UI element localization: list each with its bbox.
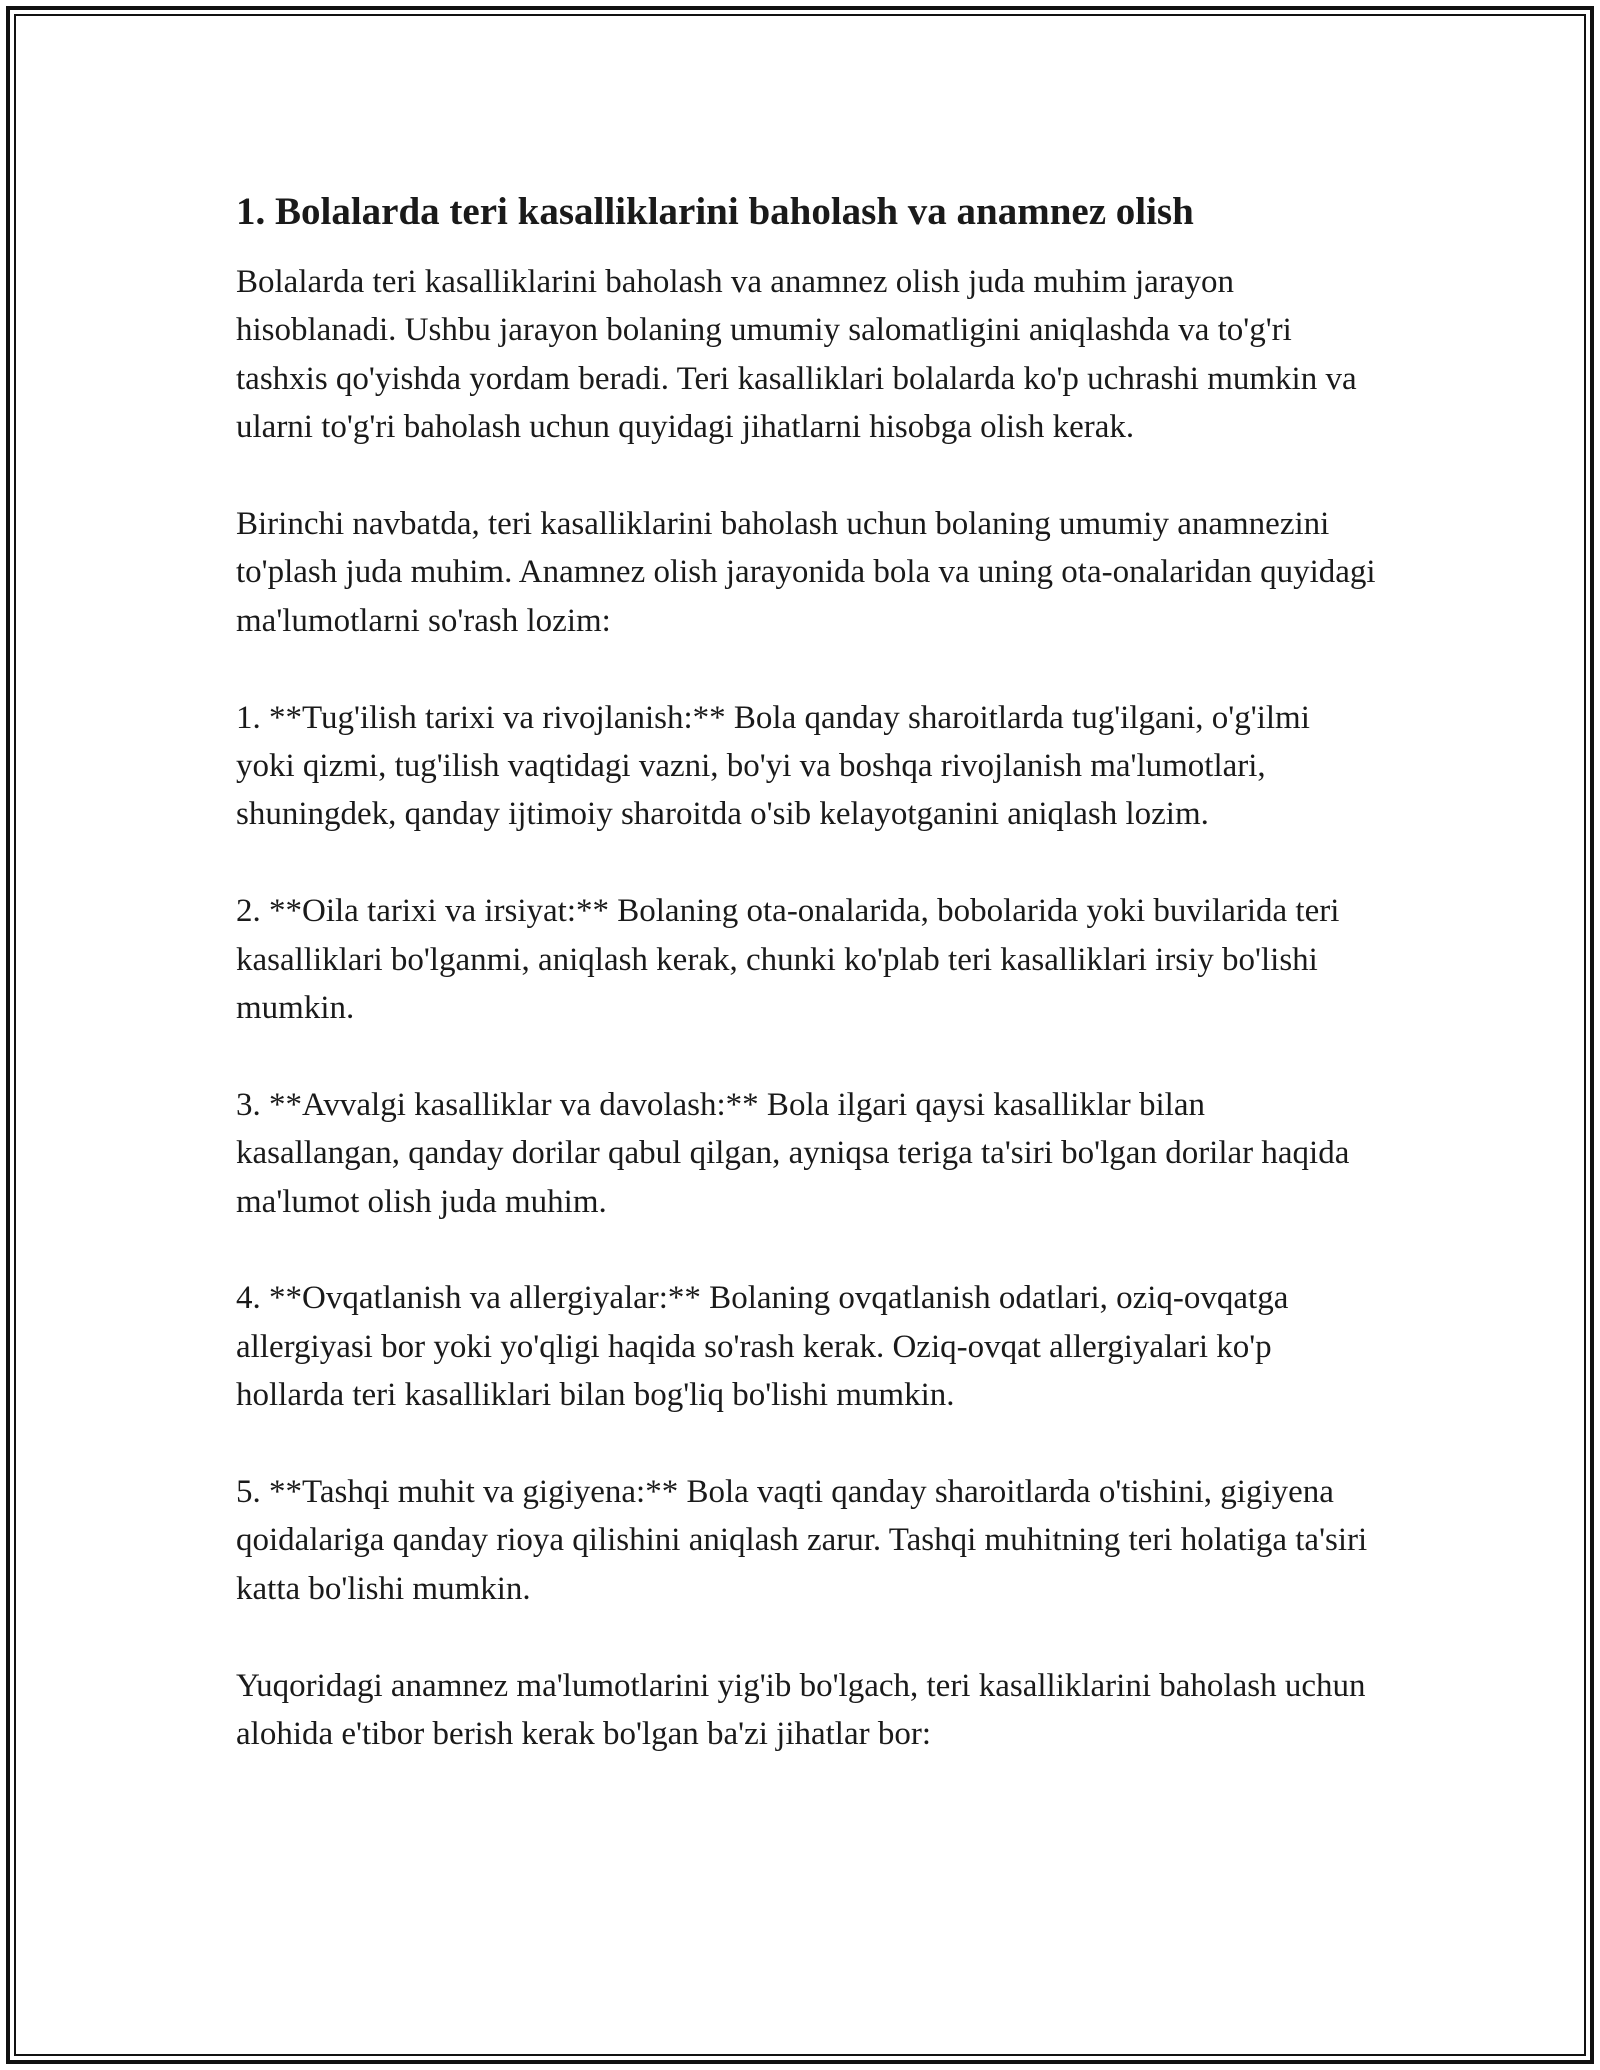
list-item-environment-hygiene: 5. **Tashqi muhit va gigiyena:** Bola vaqti qanday sharoitlarda o'tishini, gigiyena qoidalariga qanday rioya qilishini aniqlash zarur. Tashqi muhitning teri holatiga ta'siri katta bo'lishi mumkin. [236, 1474, 1368, 1607]
list-item-nutrition-allergies: 4. **Ovqatlanish va allergiyalar:** Bolaning ovqatlanish odatlari, oziq-ovqatga allergiyasi bor yoki yo'qligi haqida so'rash kerak. Oziq-ovqat allergiyalari ko'p hollarda teri kasalliklari bilan bog'liq bo'lishi mumkin. [236, 1280, 1289, 1414]
closing-paragraph: Yuqoridagi anamnez ma'lumotlarini yig'ib bo'lgach, teri kasalliklarini baholash uchun alohida e'tibor berish kerak bo'lgan ba'zi jihatlar bor: [236, 1667, 1366, 1753]
list-item-family-history: 2. **Oila tarixi va irsiyat:** Bolaning ota-onalarida, bobolarida yoki buvilarida teri kasalliklari bo'lganmi, aniqlash kerak, chunki ko'plab teri kasalliklari irsiy bo'lishi mumkin. [236, 893, 1340, 1027]
list-item-previous-diseases: 3. **Avvalgi kasalliklar va davolash:** Bola ilgari qaysi kasalliklar bilan kasallangan, qanday dorilar qabul qilgan, ayniqsa teriga ta'siri bo'lgan dorilar haqida ma'lumot olish juda muhim. [236, 1086, 1350, 1220]
anamnesis-paragraph: Birinchi navbatda, teri kasalliklarini baholash uchun bolaning umumiy anamnezini to'plash juda muhim. Anamnez olish jarayonida bola va uning ota-onalaridan quyidagi ma'lumotlarni so'rash lozim: [236, 506, 1376, 639]
intro-paragraph: Bolalarda teri kasalliklarini baholash va anamnez olish juda muhim jarayon hisoblanadi. Ushbu jarayon bolaning umumiy salomatligini aniqlashda va to'g'ri tashxis qo'yishda yordam beradi. Teri kasalliklari bolalarda ko'p uchrashi mumkin va ularni to'g'ri baholash uchun quyidagi jihatlarni hisobga olish kerak. [236, 264, 1357, 446]
document-body [236, 186, 1376, 1807]
list-item-birth-history: 1. **Tug'ilish tarixi va rivojlanish:** Bola qanday sharoitlarda tug'ilgani, o'g'ilmi yoki qizmi, tug'ilish vaqtidagi vazni, bo'yi va boshqa rivojlanish ma'lumotlari, shuningdek, qanday ijtimoiy sharoitda o'sib kelayotganini aniqlash lozim. [236, 699, 1310, 833]
section-heading: 1. Bolalarda teri kasalliklarini baholash va anamnez olish [236, 190, 1194, 233]
